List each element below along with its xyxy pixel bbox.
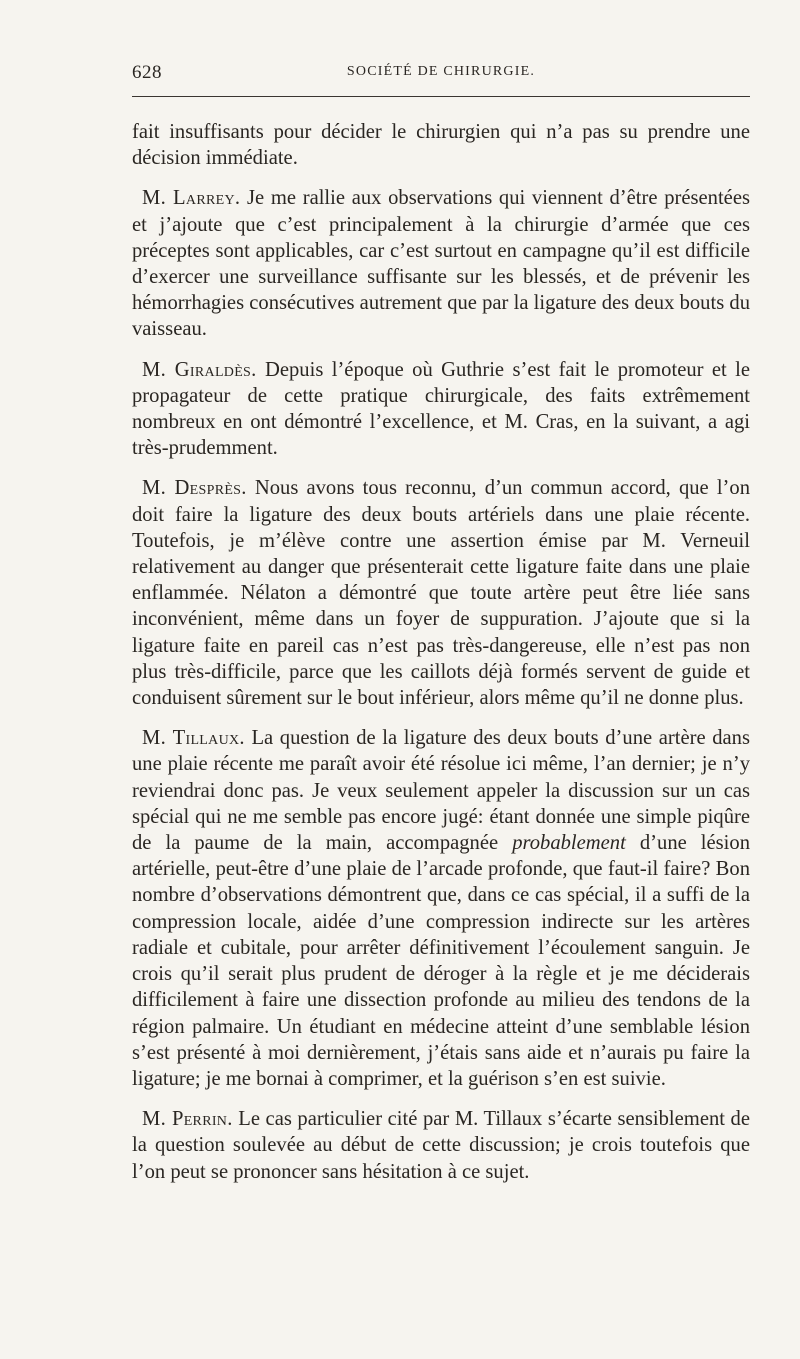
paragraph-perrin [132,1106,750,1185]
paragraph-text: Le cas particulier cité par M. Tillaux s’écarte sensiblement de la question soulevée au début de cette discussion; je crois toutefois que l’on peut se prononcer sans hésitation à ce sujet. [132,1108,750,1183]
speaker-name: M. Perrin. [142,1108,233,1131]
speaker-name: M. Desprès. [142,477,247,500]
paragraph-text: d’une lésion artérielle, peut-être d’une plaie de l’arcade profonde, que faut-il faire? Bon nombre d’observations démontrent que, dans ce cas spécial, il a suffi de la compression locale, aidée d’une compression indirecte sur les artères radiale et cubitale, pour arrêter définitivement l’écoulement sanguin. Je crois qu’il serait plus prudent de déroger à la règle et je me déciderais difficilement à faire une dissection profonde au milieu des tendons de la région palmaire. Un étudiant en médecine atteint d’une semblable lésion s’est présenté à moi dernièrement, j’étais sans aide et n’aurais pu faire la ligature; je me bornai à comprimer, et la guérison s’en est suivie. [132,832,750,1090]
page-number: 628 [132,62,162,83]
paragraph-tillaux [132,725,750,1092]
paragraph-larrey [132,185,750,342]
book-page [132,52,750,1199]
paragraph-text: Depuis l’époque où Guthrie s’est fait le promoteur et le propagateur de cette pratique chirurgicale, des faits extrêmement nombreux en ont démontré l’excellence, et M. Cras, en la suivant, a agi très-prudemment. [132,358,751,460]
header-rule [132,96,750,97]
speaker-name: M. Larrey. [142,187,241,210]
speaker-name: M. Giraldès. [142,358,257,381]
paragraph-text: fait insuffisants pour décider le chirurgien qui n’a pas su prendre une décision immédiate. [132,121,750,170]
paragraph-despres [132,475,750,711]
speaker-name: M. Tillaux. [142,727,245,750]
paragraph-text: La question de la ligature des deux bouts d’une artère dans une plaie récente me paraît avoir été résolue ici même, l’an dernier; je n’y reviendrai donc pas. Je veux seulement appeler la discussion sur un cas spécial qui ne me semble pas encore jugé: étant donnée une simple piqûre de la paume de la main, accompagnée [132,727,750,855]
paragraph-text: Je me rallie aux observations qui viennent d’être présentées et j’ajoute que c’est principalement à la chirurgie d’armée que ces préceptes sont applicables, car c’est surtout en campagne qu’il est difficile d’exercer une surveillance suffisante sur les blessés, et de prévenir les hémorrhagies consécutives autrement que par la ligature des deux bouts du vaisseau. [132,187,750,341]
body-text [132,119,750,1185]
paragraph-continuation [132,119,750,171]
page-header [132,52,750,88]
emphasized-word: probablement [512,832,626,855]
running-title: SOCIÉTÉ DE CHIRURGIE. [346,64,536,79]
paragraph-giraldes [132,357,750,462]
paragraph-text: Nous avons tous reconnu, d’un commun accord, que l’on doit faire la ligature des deux bouts artériels dans une plaie récente. Toutefois, je m’élève contre une assertion émise par M. Verneuil relativement au danger que présenterait cette ligature faite dans une plaie enflammée. Nélaton a démontré que toute artère peut être liée sans inconvénient, même dans un foyer de suppuration. J’ajoute que si la ligature faite en pareil cas n’est pas très-dangereuse, elle n’est pas non plus très-difficile, parce que les caillots déjà formés servent de guide et conduisent sûrement sur le bout inférieur, alors même qu’il ne donne plus. [132,477,750,710]
